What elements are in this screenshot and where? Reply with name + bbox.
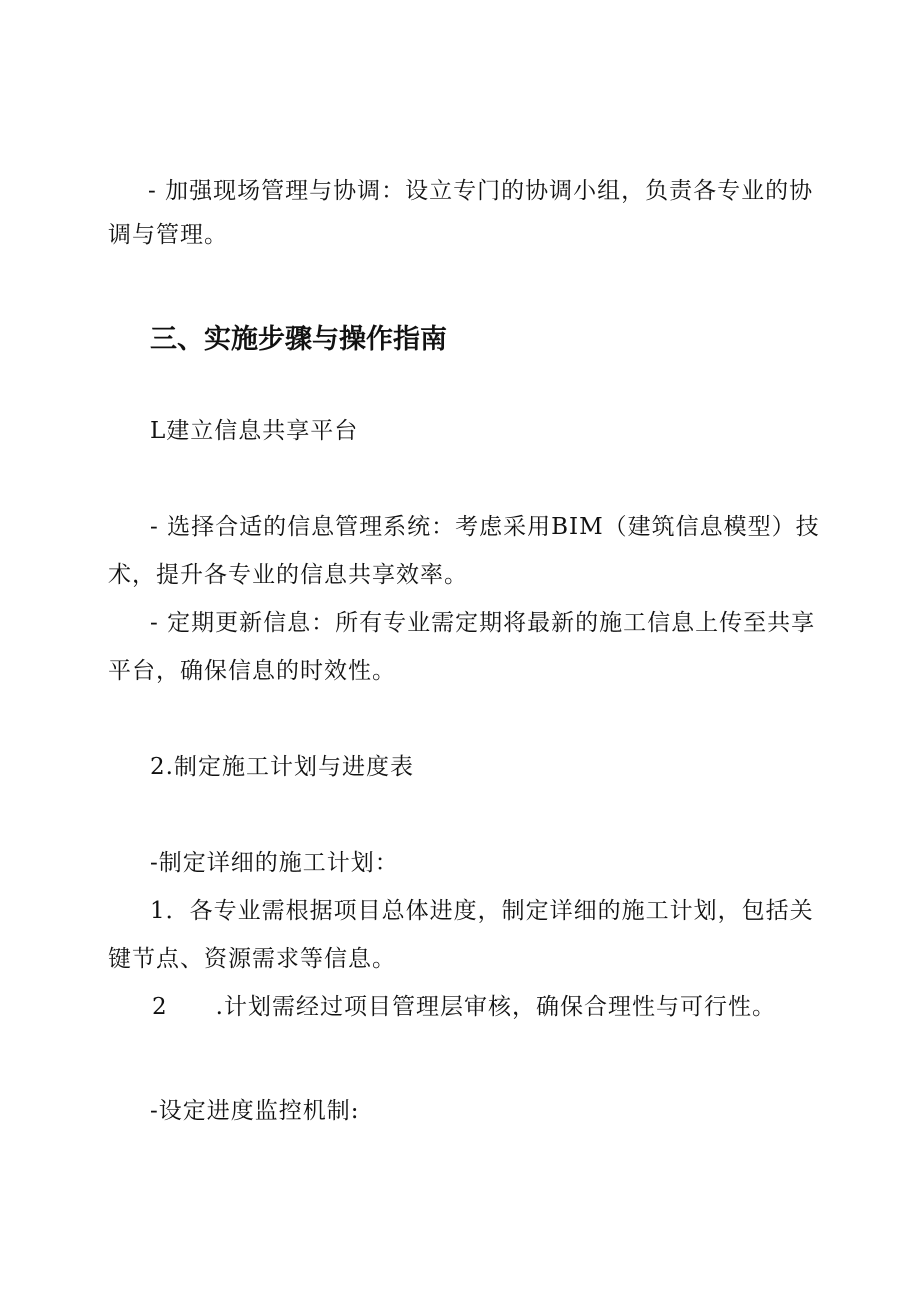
paragraph-line: - 加强现场管理与协调：设立专门的协调小组，负责各专业的协 — [148, 178, 814, 204]
list-item-line: 平台，确保信息的时效性。 — [108, 658, 396, 684]
subsection-title: L建立信息共享平台 — [150, 418, 359, 444]
list-item-line: -设定进度监控机制: — [150, 1098, 360, 1124]
step-line: 键节点、资源需求等信息。 — [108, 946, 396, 972]
section-heading: 三、实施步骤与操作指南 — [150, 324, 447, 355]
step-number: 2 — [152, 994, 168, 1020]
step-text: .计划需经过项目管理层审核，确保合理性与可行性。 — [215, 994, 776, 1020]
step-line — [152, 992, 776, 1022]
list-item-line: - 选择合适的信息管理系统：考虑采用BIM（建筑信息模型）技 — [150, 514, 820, 540]
step-line: 1．各专业需根据项目总体进度，制定详细的施工计划，包括关 — [150, 898, 814, 924]
list-item-line: -制定详细的施工计划： — [150, 850, 399, 876]
subsection-title: 2.制定施工计划与进度表 — [150, 754, 414, 780]
list-item-line: - 定期更新信息：所有专业需定期将最新的施工信息上传至共享 — [150, 610, 816, 636]
paragraph-line: 调与管理。 — [108, 222, 228, 248]
list-item-line: 术，提升各专业的信息共享效率。 — [108, 562, 468, 588]
